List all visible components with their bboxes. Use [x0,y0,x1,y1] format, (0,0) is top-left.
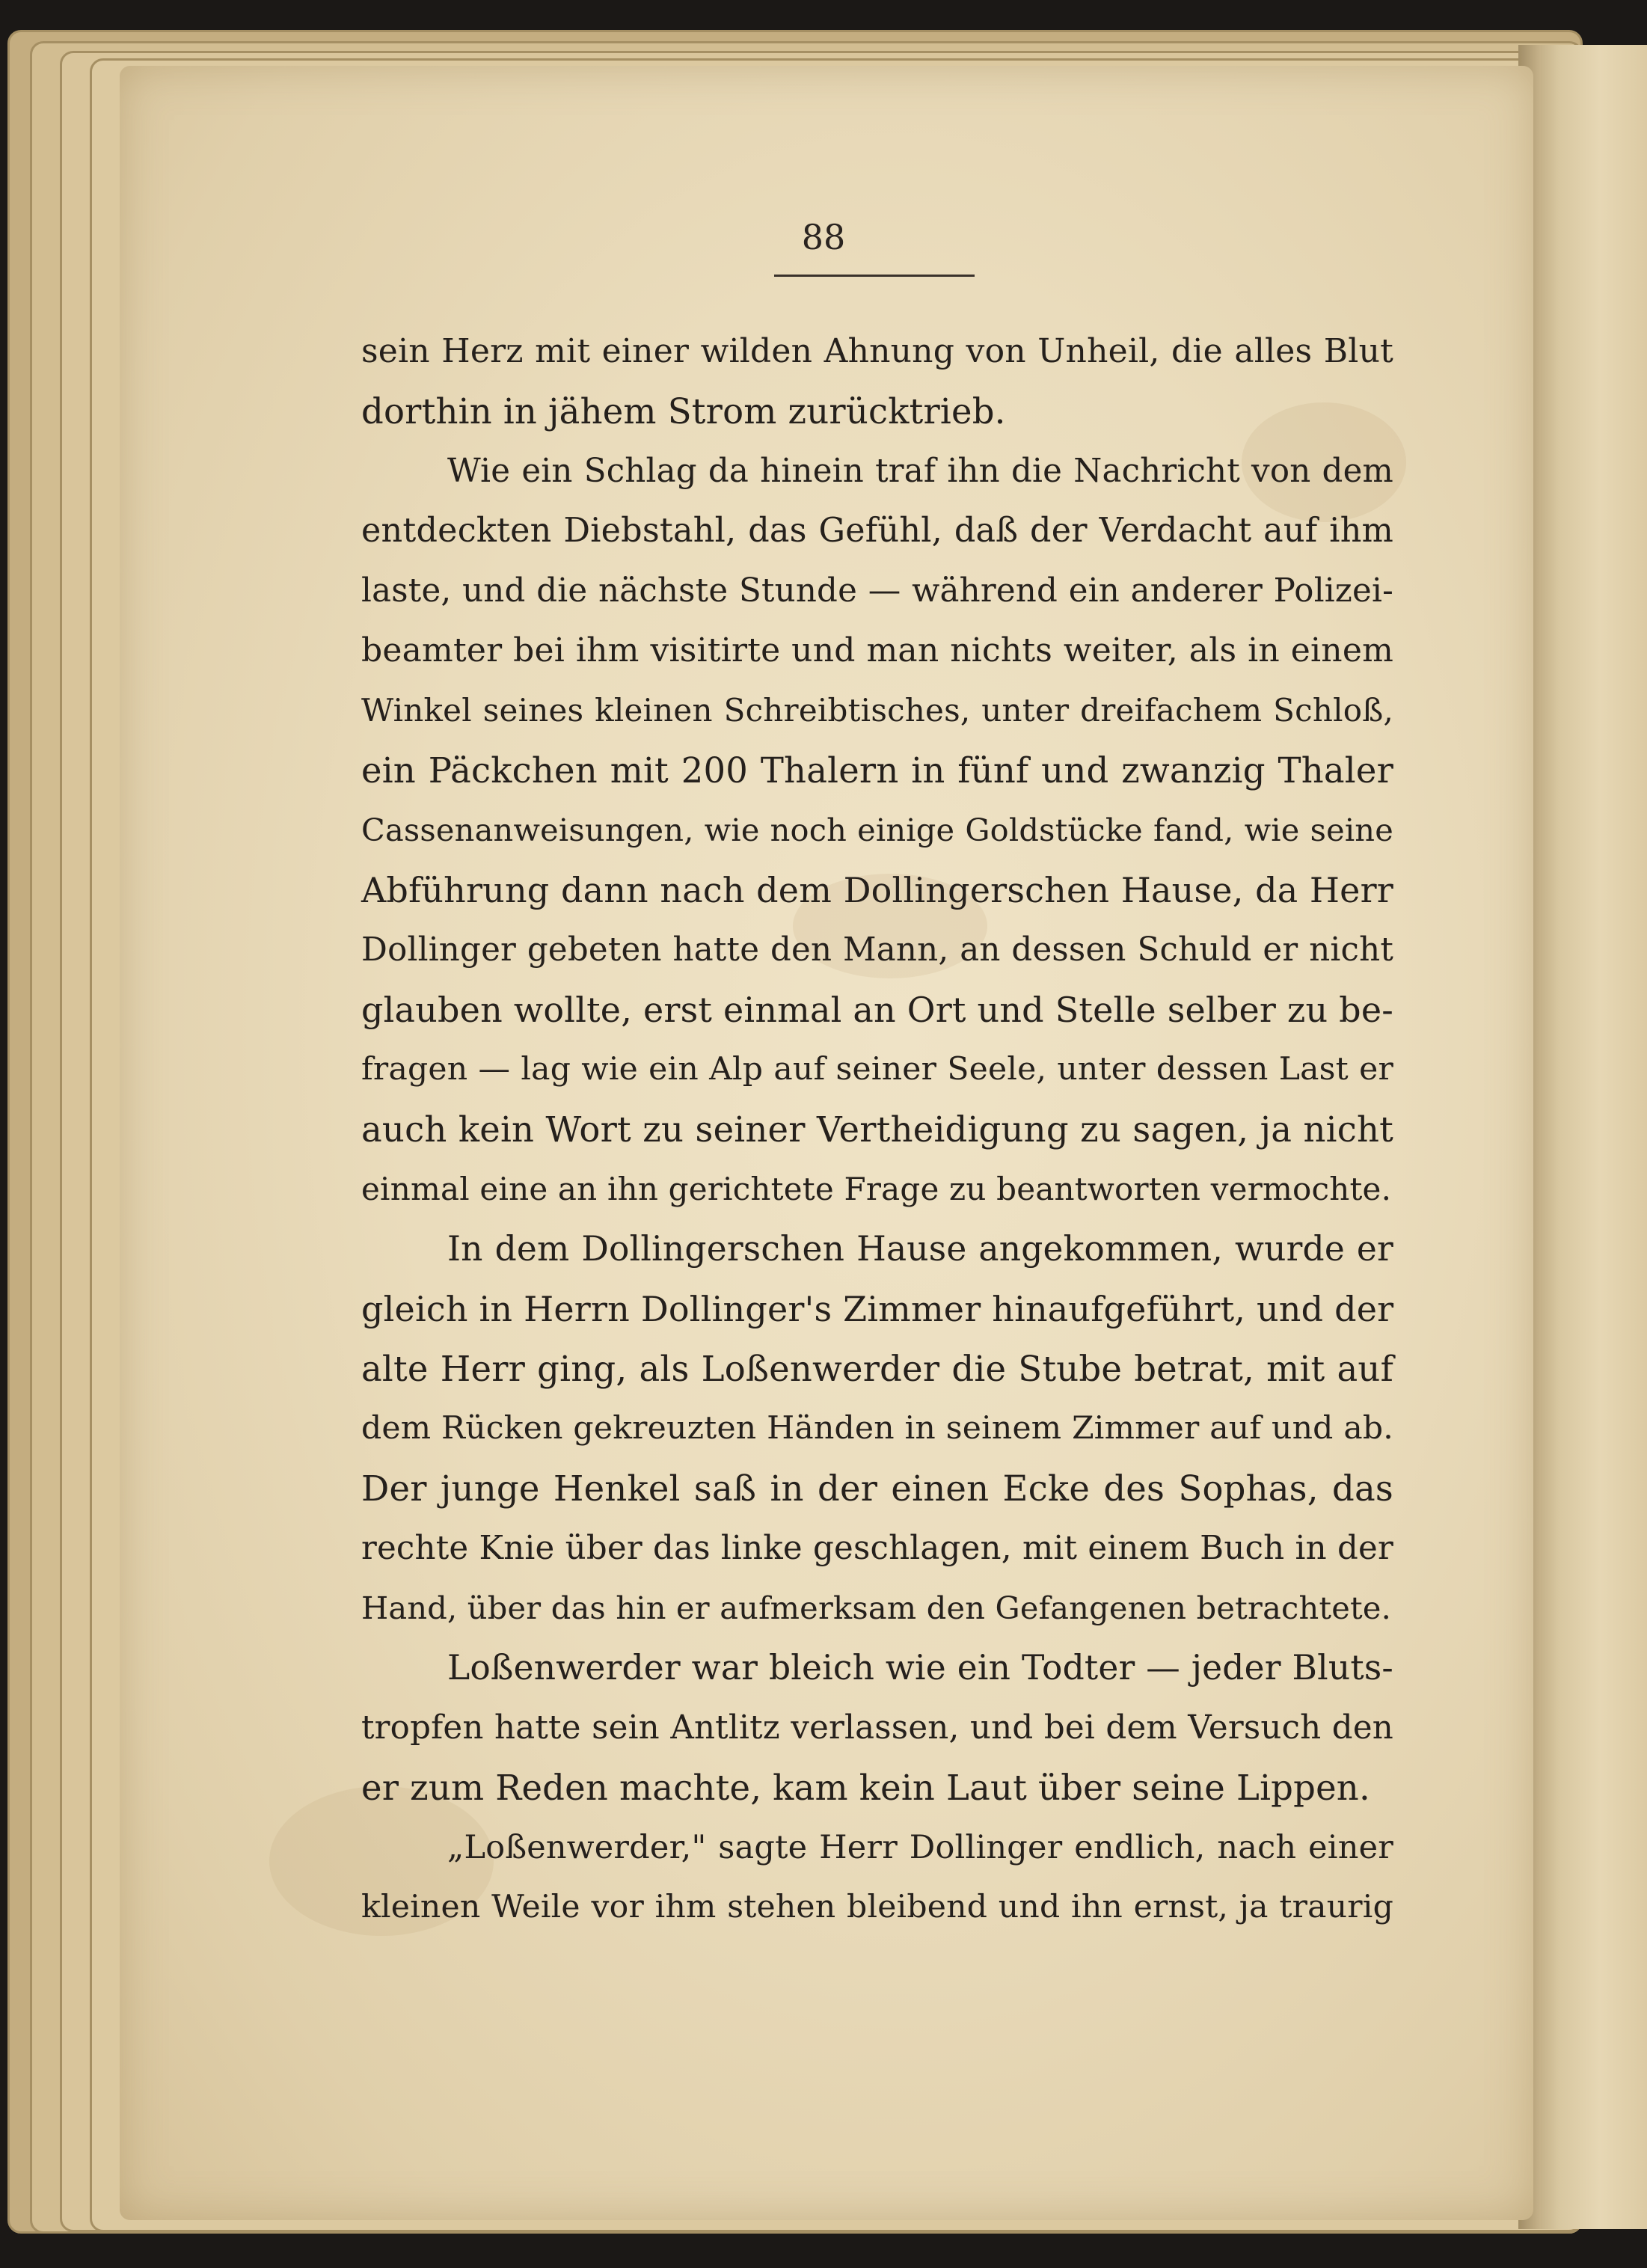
text-line: Dollinger gebeten hatte den Mann, an dessen Schuld er nicht [361,931,1393,969]
text-line: beamter bei ihm visitirte und man nichts weiter, als in einem [361,631,1393,669]
text-line: In dem Dollingerschen Hause angekommen, wurde er [447,1229,1393,1269]
text-line: dem Rücken gekreuzten Händen in seinem Zimmer auf und ab. [361,1410,1393,1447]
text-line: gleich in Herrn Dollinger's Zimmer hinaufgeführt, und der [361,1289,1394,1329]
text-line: fragen — lag wie ein Alp auf seiner Seele, unter dessen Last er [361,1051,1393,1088]
text-line: rechte Knie über das linke geschlagen, mit einem Buch in der [361,1530,1393,1567]
text-line: ein Päckchen mit 200 Thalern in fünf und zwanzig Thaler [361,750,1393,791]
text-line: Der junge Henkel saß in der einen Ecke des Sophas, das [361,1468,1393,1509]
page-number: 88 [801,217,846,257]
text-line: er zum Reden machte, kam kein Laut über seine Lippen. [361,1768,1370,1808]
book-binding [1530,45,1647,2229]
text-line: entdeckten Diebstahl, das Gefühl, daß der Verdacht auf ihm [361,512,1393,550]
text-line: Hand, über das hin er aufmerksam den Gefangenen betrachtete. [361,1590,1392,1626]
text-line: kleinen Weile vor ihm stehen bleibend und ihn ernst, ja traurig [361,1889,1393,1925]
text-line: glauben wollte, erst einmal an Ort und Stelle selber zu be- [361,990,1393,1030]
text-line: Loßenwerder war bleich wie ein Todter — jeder Bluts- [447,1648,1393,1688]
text-line: „Loßenwerder," sagte Herr Dollinger endlich, nach einer [447,1829,1393,1866]
text-line: auch kein Wort zu seiner Vertheidigung zu sagen, ja nicht [361,1109,1393,1150]
text-line: sein Herz mit einer wilden Ahnung von Unheil, die alles Blut [361,332,1393,370]
text-line: einmal eine an ihn gerichtete Frage zu beantworten vermochte. [361,1171,1392,1207]
text-line: dorthin in jähem Strom zurücktrieb. [361,391,1006,432]
text-line: Wie ein Schlag da hinein traf ihn die Nachricht von dem [447,453,1393,490]
text-line: tropfen hatte sein Antlitz verlassen, und bei dem Versuch den [361,1709,1393,1747]
text-line: Cassenanweisungen, wie noch einige Goldstücke fand, wie seine [361,812,1393,848]
page-number-rule [774,275,975,277]
text-line: laste, und die nächste Stunde — während ein anderer Polizei- [361,572,1393,610]
text-line: Winkel seines kleinen Schreibtisches, unter dreifachem Schloß, [361,692,1393,729]
text-line: Abführung dann nach dem Dollingerschen Hause, da Herr [361,870,1393,910]
text-line: alte Herr ging, als Loßenwerder die Stube betrat, mit auf [361,1349,1393,1389]
